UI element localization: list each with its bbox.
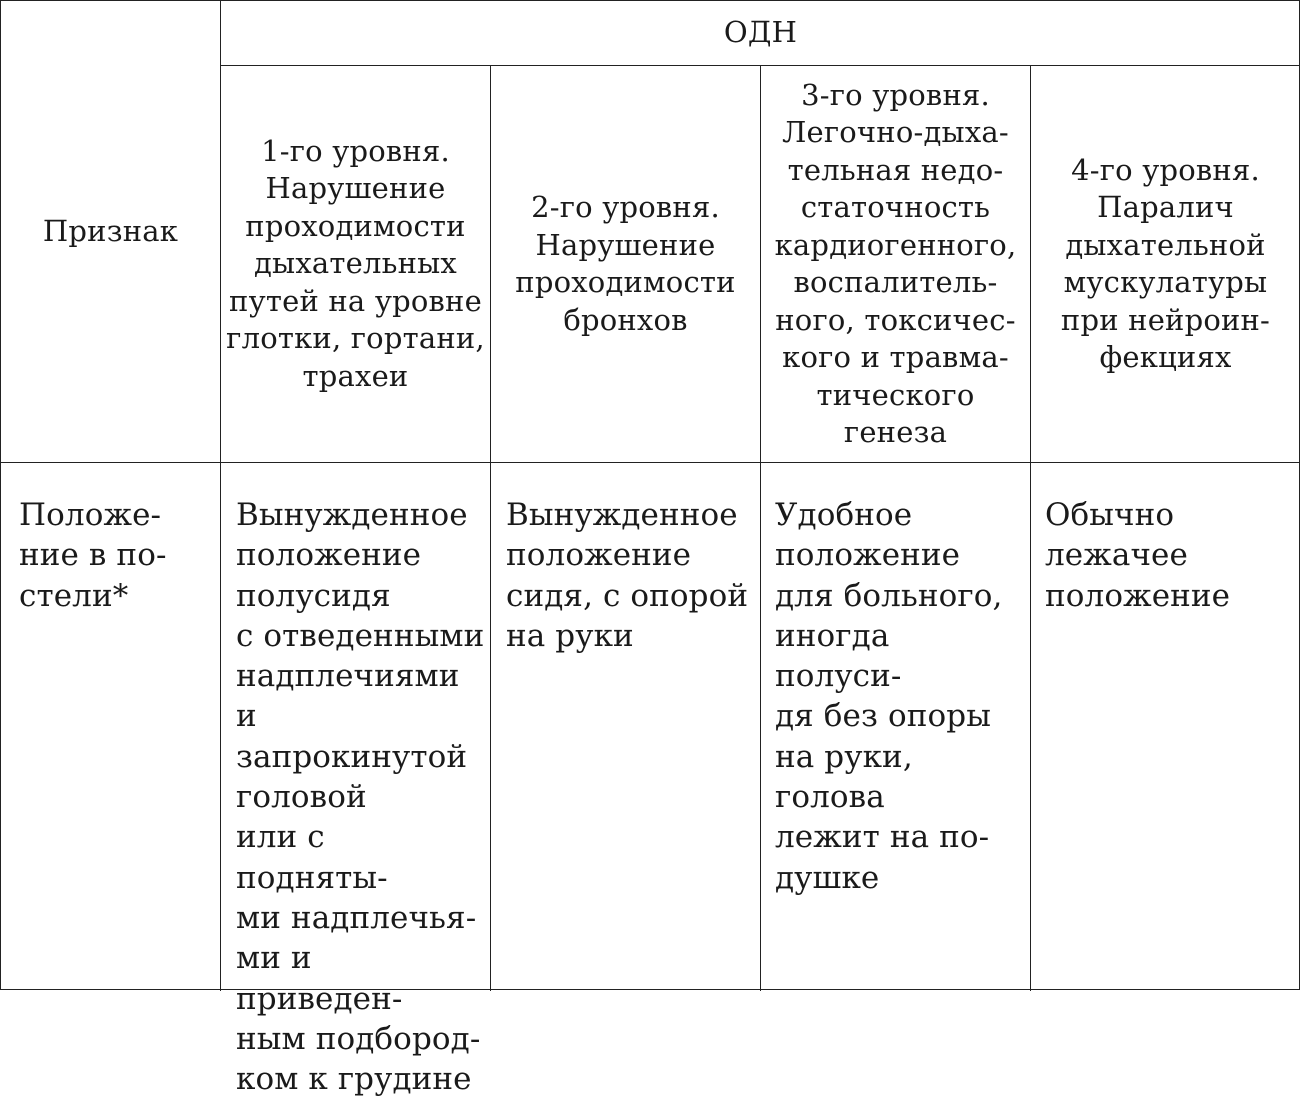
row-feature-cell (19, 495, 211, 616)
header-level-1-cell (221, 66, 490, 462)
header-feature-cell (1, 1, 220, 462)
row-level-4-text: Обычно лежачее положение (1045, 497, 1231, 614)
row-feature-label: Положе- ние в по- стели* (19, 497, 167, 614)
header-level-1-label: 1-го уровня. Нарушение проходимости дыхательных путей на уровне глотки, гортани, трахеи (226, 133, 485, 393)
header-level-4-cell (1031, 66, 1300, 462)
row-level-1-text: Вынужденное положение полусидя с отведенными надплечиями и запрокинутой головой или с подняты- ми надплечья- ми и приведен- ным подбород- ком к грудине (236, 497, 485, 1098)
row-level-4-cell (1045, 495, 1295, 616)
row-level-3-cell (775, 495, 1025, 898)
header-level-4-label: 4-го уровня. Паралич дыхательной мускулатуры при нейроин- фекциях (1060, 152, 1271, 374)
header-feature-label: Признак (42, 213, 179, 248)
row-level-2-text: Вынужденное положение сидя, с опорой на руки (506, 497, 749, 654)
header-level-2-label: 2-го уровня. Нарушение проходимости бронхов (515, 190, 736, 337)
row-level-1-cell (236, 495, 486, 1099)
header-group-label: ОДН (723, 15, 798, 50)
row-level-2-cell (506, 495, 756, 656)
header-level-3-label: 3-го уровня. Легочно-дыха- тельная недо- статочность кардиогенного, воспалитель- ного, токсичес- кого и травма- тического генеза (774, 77, 1017, 449)
header-body-divider (1, 462, 1300, 463)
header-group-cell (221, 1, 1300, 65)
row-level-3-text: Удобное положение для больного, иногда полуси- дя без опоры на руки, голова лежит на по- душке (775, 497, 1003, 896)
header-level-2-cell (491, 66, 760, 462)
header-level-3-cell (761, 66, 1030, 462)
